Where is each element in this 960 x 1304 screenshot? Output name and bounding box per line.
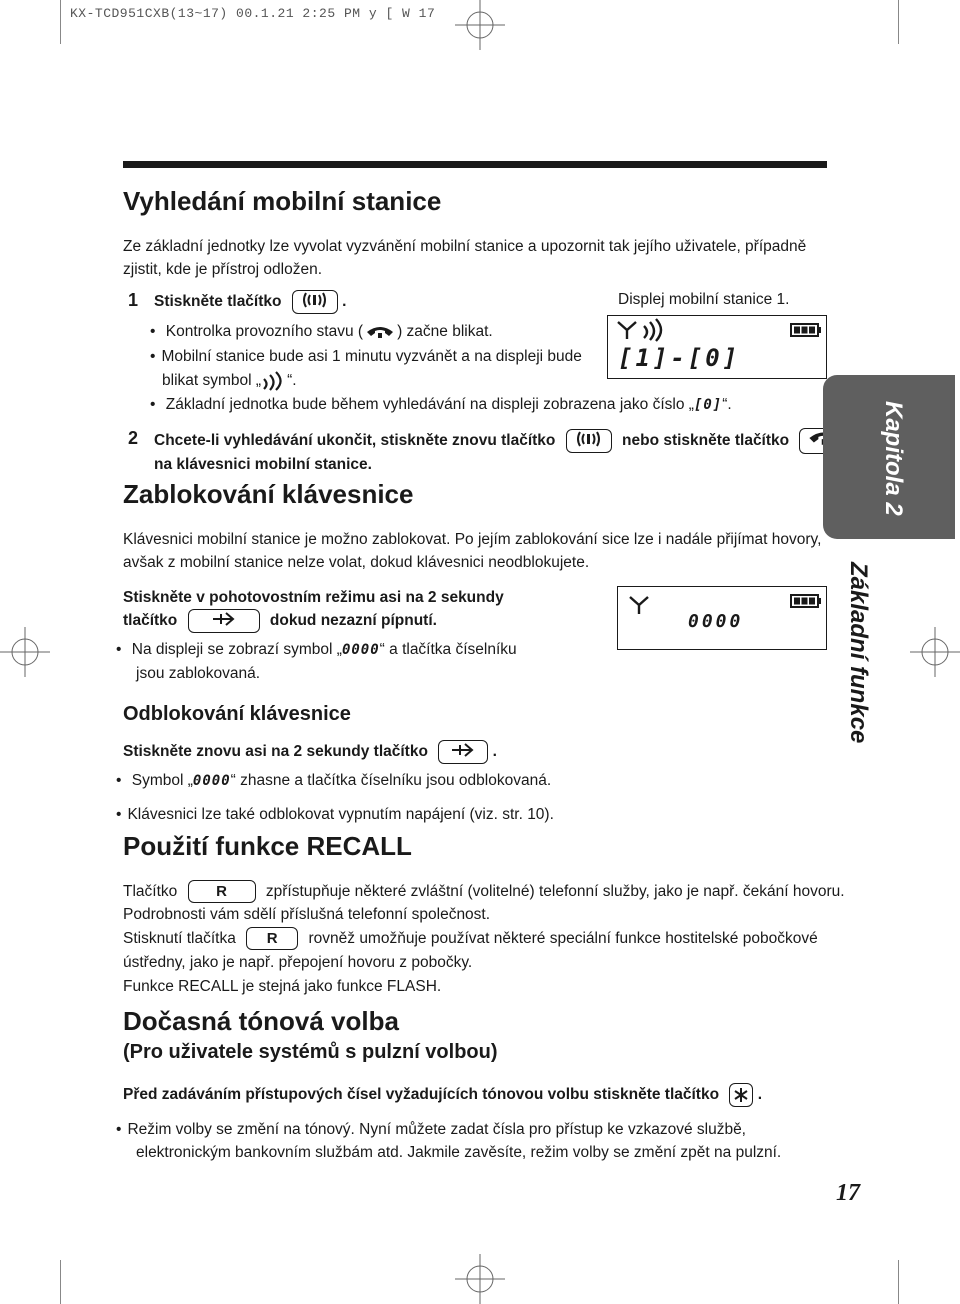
step2-number: 2 bbox=[128, 428, 139, 448]
battery-icon bbox=[790, 593, 822, 609]
intercom-key-2 bbox=[566, 429, 612, 453]
lock-instr-a: tlačítko bbox=[123, 612, 178, 630]
section1-bullet1 bbox=[150, 320, 493, 343]
section1-intro-line1: Ze základní jednotky lze vyvolat vyzvánění mobilní stanice a upozornit tak jejího uživatele, případně bbox=[123, 238, 807, 255]
crop-mark-right-icon bbox=[910, 627, 960, 677]
step1-number: 1 bbox=[128, 290, 139, 310]
top-rule bbox=[123, 161, 827, 168]
lock-key bbox=[188, 609, 260, 633]
recall-line4: ústředny, jako je např. přepojení hovoru z pobočky. bbox=[123, 954, 473, 971]
handset-off-icon bbox=[365, 324, 395, 340]
trim-line-tr-v bbox=[898, 0, 899, 44]
step1-line bbox=[154, 290, 346, 314]
step2-line1 bbox=[154, 428, 849, 454]
page-number: 17 bbox=[836, 1180, 860, 1206]
arrow-lock-icon bbox=[448, 741, 478, 759]
intercom-key bbox=[292, 290, 338, 314]
section1-bullet2-line2 bbox=[162, 369, 297, 392]
chapter-label: Kapitola 2 bbox=[880, 401, 907, 516]
lock-bullet-line1 bbox=[116, 638, 517, 662]
bullet1-text-a: Kontrolka provozního stavu ( bbox=[165, 323, 364, 340]
tone-key bbox=[729, 1083, 753, 1107]
recall-line1 bbox=[123, 880, 845, 903]
section1-bullet3 bbox=[150, 393, 732, 417]
trim-line-br-v bbox=[898, 1260, 899, 1304]
unlock-instr-a: Stiskněte znovu asi na 2 sekundy tlačítko bbox=[123, 743, 428, 761]
bullet2-line2-a: blikat symbol „ bbox=[162, 372, 262, 389]
recall-line3-b: rovněž umožňuje používat některé speciální funkce hostitelské pobočkové bbox=[308, 930, 818, 947]
intercom-ring-icon bbox=[298, 291, 332, 309]
chapter-tab bbox=[823, 375, 955, 539]
display2-text: 0000 bbox=[688, 611, 744, 632]
antenna-icon bbox=[628, 595, 650, 615]
recall-line5: Funkce RECALL je stejná jako funkce FLASH. bbox=[123, 978, 442, 995]
recall-line1-b: zpřístupňuje některé zvláštní (volitelné) telefonní služby, jako je např. čekání hovoru. bbox=[265, 883, 845, 900]
intercom-ring-icon bbox=[572, 430, 606, 448]
step2-text-a: Chcete-li vyhledávání ukončit, stiskněte znovu tlačítko bbox=[154, 432, 556, 450]
unlock-instr-b: . bbox=[492, 743, 497, 761]
unlock-bullet-a: Symbol „ bbox=[131, 772, 193, 789]
crop-mark-bottom-icon bbox=[455, 1254, 505, 1304]
star-icon bbox=[732, 1086, 750, 1104]
unlock-bullet-b: “ zhasne a tlačítka číselníku jsou odblokovaná. bbox=[230, 772, 552, 789]
tone-instr bbox=[123, 1083, 762, 1107]
lock-bullet-a: Na displeji se zobrazí symbol „ bbox=[131, 641, 342, 658]
step1-text: Stiskněte tlačítko bbox=[154, 293, 282, 311]
lock-instr-b: dokud nezazní pípnutí. bbox=[269, 612, 437, 630]
recall-line1-a: Tlačítko bbox=[123, 883, 178, 900]
recall-line2: Podrobnosti vám sdělí příslušná telefonní společnost. bbox=[123, 906, 491, 923]
ringing-symbol-icon bbox=[261, 371, 287, 391]
subsection-title-unlock: Odblokování klávesnice bbox=[123, 703, 351, 725]
power-unlock-bullet: • Klávesnici lze také odblokovat vypnutím napájení (viz. str. 10). bbox=[116, 803, 554, 826]
recall-line3-a: Stisknutí tlačítka bbox=[123, 930, 236, 947]
recall-key-2: R bbox=[246, 927, 298, 950]
print-header: KX-TCD951CXB(13~17) 00.1.21 2:25 PM y [ W 17 bbox=[70, 6, 436, 21]
section-title-tone-dialing: Dočasná tónová volba bbox=[123, 1006, 399, 1036]
lock-bullet-line2: jsou zablokovaná. bbox=[136, 665, 261, 682]
section-title-key-lock: Zablokování klávesnice bbox=[123, 479, 414, 509]
lock-instr-line2 bbox=[123, 609, 437, 633]
lock-bullet-code: 0000 bbox=[341, 642, 380, 658]
section-title-recall: Použití funkce RECALL bbox=[123, 831, 412, 861]
tone-subtitle: (Pro uživatele systémů s pulzní volbou) bbox=[123, 1041, 498, 1063]
bullet3-text-a: Základní jednotka bude během vyhledávání na displeji zobrazena jako číslo „ bbox=[165, 396, 694, 413]
tone-bullet-line1: • Režim volby se změní na tónový. Nyní můžete zadat čísla pro přístup ke vzkazové službě, bbox=[116, 1118, 746, 1141]
section1-intro-line2: zjistit, kde je přístroj odložen. bbox=[123, 261, 323, 278]
recall-key: R bbox=[188, 880, 256, 903]
handset-display-2 bbox=[617, 586, 827, 650]
unlock-bullet-code: 0000 bbox=[192, 773, 231, 789]
crop-mark-top-icon bbox=[455, 0, 505, 50]
chapter-topic: Základní funkce bbox=[845, 562, 872, 744]
display1-text: [1]-[0] bbox=[618, 344, 741, 372]
handset-display-1 bbox=[607, 315, 827, 379]
tone-instr-a: Před zadáváním přístupových čísel vyžadujících tónovou volbu stiskněte tlačítko bbox=[123, 1086, 720, 1104]
lock-instr-line1: Stiskněte v pohotovostním režimu asi na 2 sekundy bbox=[123, 589, 504, 606]
unlock-bullet bbox=[116, 769, 551, 793]
crop-mark-left-icon bbox=[0, 627, 50, 677]
unlock-key bbox=[438, 740, 488, 764]
section2-intro-line2: avšak z mobilní stanice nelze volat, dokud klávesnici neodblokujete. bbox=[123, 554, 590, 571]
recall-line3 bbox=[123, 927, 818, 950]
tone-instr-b: . bbox=[757, 1086, 762, 1104]
step2-text-b: nebo stiskněte tlačítko bbox=[622, 432, 790, 450]
bullet3-code: [0] bbox=[693, 397, 723, 413]
section1-bullet2-line1: • Mobilní stanice bude asi 1 minutu vyzvánět a na displeji bude bbox=[150, 345, 582, 368]
step2-line2: na klávesnici mobilní stanice. bbox=[154, 456, 372, 473]
arrow-lock-icon bbox=[209, 610, 239, 628]
ringing-indicator-icon bbox=[640, 316, 670, 342]
tone-bullet-line2: elektronickým bankovním službám atd. Jakmile zavěsíte, režim volby se změní zpět na pulzní. bbox=[136, 1144, 782, 1161]
trim-line-bl-v bbox=[60, 1260, 61, 1304]
lock-bullet-b: “ a tlačítka číselníku bbox=[379, 641, 517, 658]
bullet1-text-b: ) začne blikat. bbox=[397, 323, 493, 340]
section2-intro-line1: Klávesnici mobilní stanice je možno zablokovat. Po jejím zablokování sice lze i nadále přijímat hovory, bbox=[123, 531, 822, 548]
step1-end: . bbox=[342, 293, 347, 311]
bullet3-text-b: “. bbox=[722, 396, 732, 413]
antenna-icon bbox=[616, 320, 638, 340]
display1-caption: Displej mobilní stanice 1. bbox=[618, 291, 790, 308]
section-title-find-handset: Vyhledání mobilní stanice bbox=[123, 186, 442, 216]
trim-line-tl-v bbox=[60, 0, 61, 44]
unlock-instr bbox=[123, 740, 497, 764]
bullet2-line2-b: “. bbox=[287, 372, 297, 389]
battery-icon bbox=[790, 322, 822, 338]
